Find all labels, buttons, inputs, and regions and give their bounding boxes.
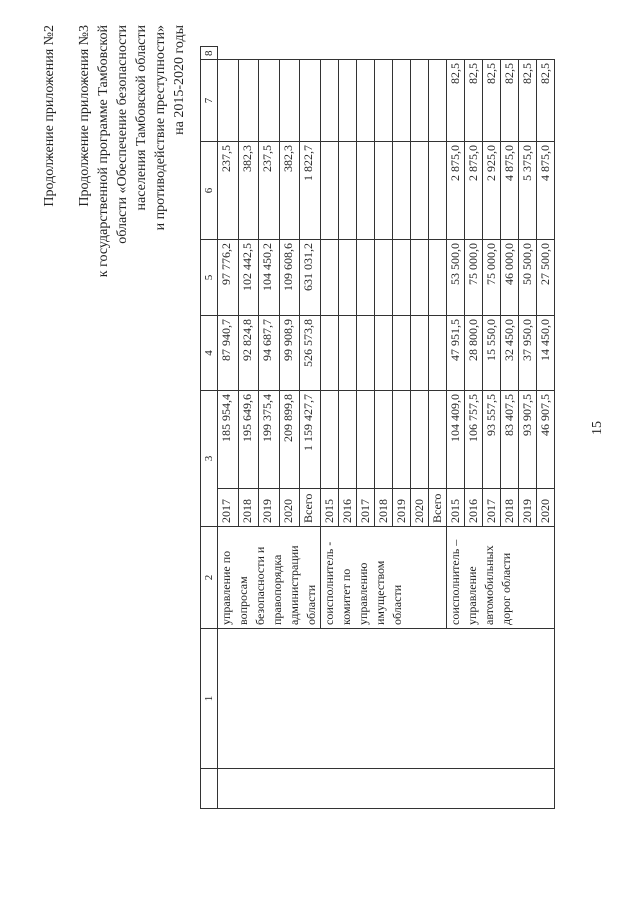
value-cell-c7 [321, 142, 339, 240]
value-cell-c5: 99 908,9 [279, 316, 300, 391]
value-cell-c4 [411, 391, 429, 489]
value-cell-c5 [429, 316, 447, 391]
value-cell-c6: 104 450,2 [259, 240, 280, 316]
value-cell-c6: 46 000,0 [501, 240, 519, 316]
value-cell-c7: 382,3 [238, 142, 259, 240]
value-cell-c7: 2 875,0 [447, 142, 465, 240]
value-cell-c8: 82,5 [519, 60, 537, 142]
financing-table [200, 47, 555, 810]
spacer-cell [201, 769, 218, 809]
value-cell-c4 [375, 391, 393, 489]
page-number: 15 [590, 421, 605, 435]
value-cell-c6 [321, 240, 339, 316]
value-cell-c8: 82,5 [465, 60, 483, 142]
value-cell-c4 [339, 391, 357, 489]
value-cell-c6 [375, 240, 393, 316]
appendix-caption-line: и противодействие преступности» [153, 25, 168, 231]
column-number: 5 [201, 240, 218, 316]
value-cell-c4: 104 409,0 [447, 391, 465, 489]
value-cell-c5: 32 450,0 [501, 316, 519, 391]
appendix-caption-line: на 2015-2020 годы [172, 25, 187, 135]
value-cell-c7: 2 925,0 [483, 142, 501, 240]
column-number-row [201, 47, 218, 809]
column-number: 6 [201, 142, 218, 240]
value-cell-c7 [411, 142, 429, 240]
value-cell-c7: 382,3 [279, 142, 300, 240]
year-cell: 2016 [339, 489, 357, 527]
column-number: 7 [201, 60, 218, 142]
value-cell-c6: 27 500,0 [537, 240, 555, 316]
year-cell: 2019 [393, 489, 411, 527]
value-cell-c7 [375, 142, 393, 240]
value-cell-c5: 15 550,0 [483, 316, 501, 391]
value-cell-c7: 237,5 [218, 142, 239, 240]
value-cell-c7: 4 875,0 [537, 142, 555, 240]
value-cell-c4: 46 907,5 [537, 391, 555, 489]
value-cell-c5: 92 824,8 [238, 316, 259, 391]
column-number: 1 [201, 629, 218, 769]
value-cell-c7: 5 375,0 [519, 142, 537, 240]
value-cell-c8 [259, 60, 280, 142]
year-cell: 2020 [537, 489, 555, 527]
value-cell-c5 [357, 316, 375, 391]
value-cell-c8 [321, 60, 339, 142]
year-cell: 2018 [238, 489, 259, 527]
value-cell-c8: 82,5 [537, 60, 555, 142]
value-cell-c7 [393, 142, 411, 240]
value-cell-c6 [411, 240, 429, 316]
value-cell-c4 [321, 391, 339, 489]
appendix-caption-line: к государственной программе Тамбовской [96, 25, 111, 278]
value-cell-c5 [393, 316, 411, 391]
value-cell-c8 [339, 60, 357, 142]
value-cell-c4: 185 954,4 [218, 391, 239, 489]
year-cell: 2019 [259, 489, 280, 527]
value-cell-c8 [218, 60, 239, 142]
value-cell-c4: 1 159 427,7 [300, 391, 321, 489]
appendix-caption-line: области «Обеспечение безопасности [115, 25, 130, 244]
column-number: 3 [201, 391, 218, 527]
value-cell-c6 [393, 240, 411, 316]
table-row [218, 47, 239, 809]
year-cell: Всего [300, 489, 321, 527]
year-cell: 2018 [375, 489, 393, 527]
column-number: 2 [201, 527, 218, 629]
value-cell-c4 [429, 391, 447, 489]
value-cell-c4: 93 907,5 [519, 391, 537, 489]
value-cell-c7 [339, 142, 357, 240]
column-2-cell [218, 629, 555, 769]
value-cell-c6: 75 000,0 [483, 240, 501, 316]
value-cell-c8 [411, 60, 429, 142]
value-cell-c5: 28 800,0 [465, 316, 483, 391]
value-cell-c4: 195 649,6 [238, 391, 259, 489]
value-cell-c6: 75 000,0 [465, 240, 483, 316]
value-cell-c5 [375, 316, 393, 391]
value-cell-c8 [357, 60, 375, 142]
year-cell: 2018 [501, 489, 519, 527]
year-cell: 2016 [465, 489, 483, 527]
value-cell-c5: 37 950,0 [519, 316, 537, 391]
value-cell-c8 [429, 60, 447, 142]
value-cell-c6 [429, 240, 447, 316]
year-cell: 2019 [519, 489, 537, 527]
column-number: 4 [201, 316, 218, 391]
value-cell-c8: 82,5 [501, 60, 519, 142]
value-cell-c7: 4 875,0 [501, 142, 519, 240]
year-cell: Всего [429, 489, 447, 527]
value-cell-c6 [357, 240, 375, 316]
value-cell-c4: 83 407,5 [501, 391, 519, 489]
year-cell: 2017 [357, 489, 375, 527]
value-cell-c8 [393, 60, 411, 142]
year-cell: 2015 [321, 489, 339, 527]
executor-cell: соисполнитель – управление автомобильных дорог области [447, 527, 555, 629]
value-cell-c4: 209 899,8 [279, 391, 300, 489]
year-cell: 2020 [411, 489, 429, 527]
value-cell-c4: 199 375,4 [259, 391, 280, 489]
value-cell-c6 [339, 240, 357, 316]
value-cell-c8 [375, 60, 393, 142]
value-cell-c7 [357, 142, 375, 240]
value-cell-c7: 2 875,0 [465, 142, 483, 240]
value-cell-c8 [279, 60, 300, 142]
value-cell-c6: 102 442,5 [238, 240, 259, 316]
column-number: 8 [201, 47, 218, 60]
value-cell-c8 [300, 60, 321, 142]
value-cell-c6: 53 500,0 [447, 240, 465, 316]
value-cell-c4: 93 557,5 [483, 391, 501, 489]
value-cell-c7 [429, 142, 447, 240]
appendix-caption-line: Продолжение приложения №3 [77, 25, 92, 207]
value-cell-c6: 631 031,2 [300, 240, 321, 316]
value-cell-c5 [321, 316, 339, 391]
value-cell-c7: 1 822,7 [300, 142, 321, 240]
year-cell: 2020 [279, 489, 300, 527]
continuation-title: Продолжение приложения №2 [42, 25, 57, 207]
value-cell-c6: 109 608,6 [279, 240, 300, 316]
spacer-cell [218, 769, 555, 809]
value-cell-c8: 82,5 [447, 60, 465, 142]
value-cell-c6: 50 500,0 [519, 240, 537, 316]
value-cell-c8: 82,5 [483, 60, 501, 142]
value-cell-c5: 87 940,7 [218, 316, 239, 391]
value-cell-c4: 106 757,5 [465, 391, 483, 489]
value-cell-c4 [393, 391, 411, 489]
value-cell-c5: 14 450,0 [537, 316, 555, 391]
executor-cell: управление по вопросам безопасности и правопорядка администрации области [218, 527, 321, 629]
value-cell-c6: 97 776,2 [218, 240, 239, 316]
executor-cell: соисполнитель - комитет по управлению имуществом области [321, 527, 447, 629]
value-cell-c5: 94 687,7 [259, 316, 280, 391]
value-cell-c8 [238, 60, 259, 142]
value-cell-c5: 526 573,8 [300, 316, 321, 391]
value-cell-c5 [339, 316, 357, 391]
year-cell: 2017 [218, 489, 239, 527]
value-cell-c7: 237,5 [259, 142, 280, 240]
value-cell-c4 [357, 391, 375, 489]
value-cell-c5: 47 951,5 [447, 316, 465, 391]
year-cell: 2015 [447, 489, 465, 527]
appendix-caption [75, 25, 189, 455]
value-cell-c5 [411, 316, 429, 391]
year-cell: 2017 [483, 489, 501, 527]
appendix-caption-line: населения Тамбовской области [134, 25, 149, 211]
